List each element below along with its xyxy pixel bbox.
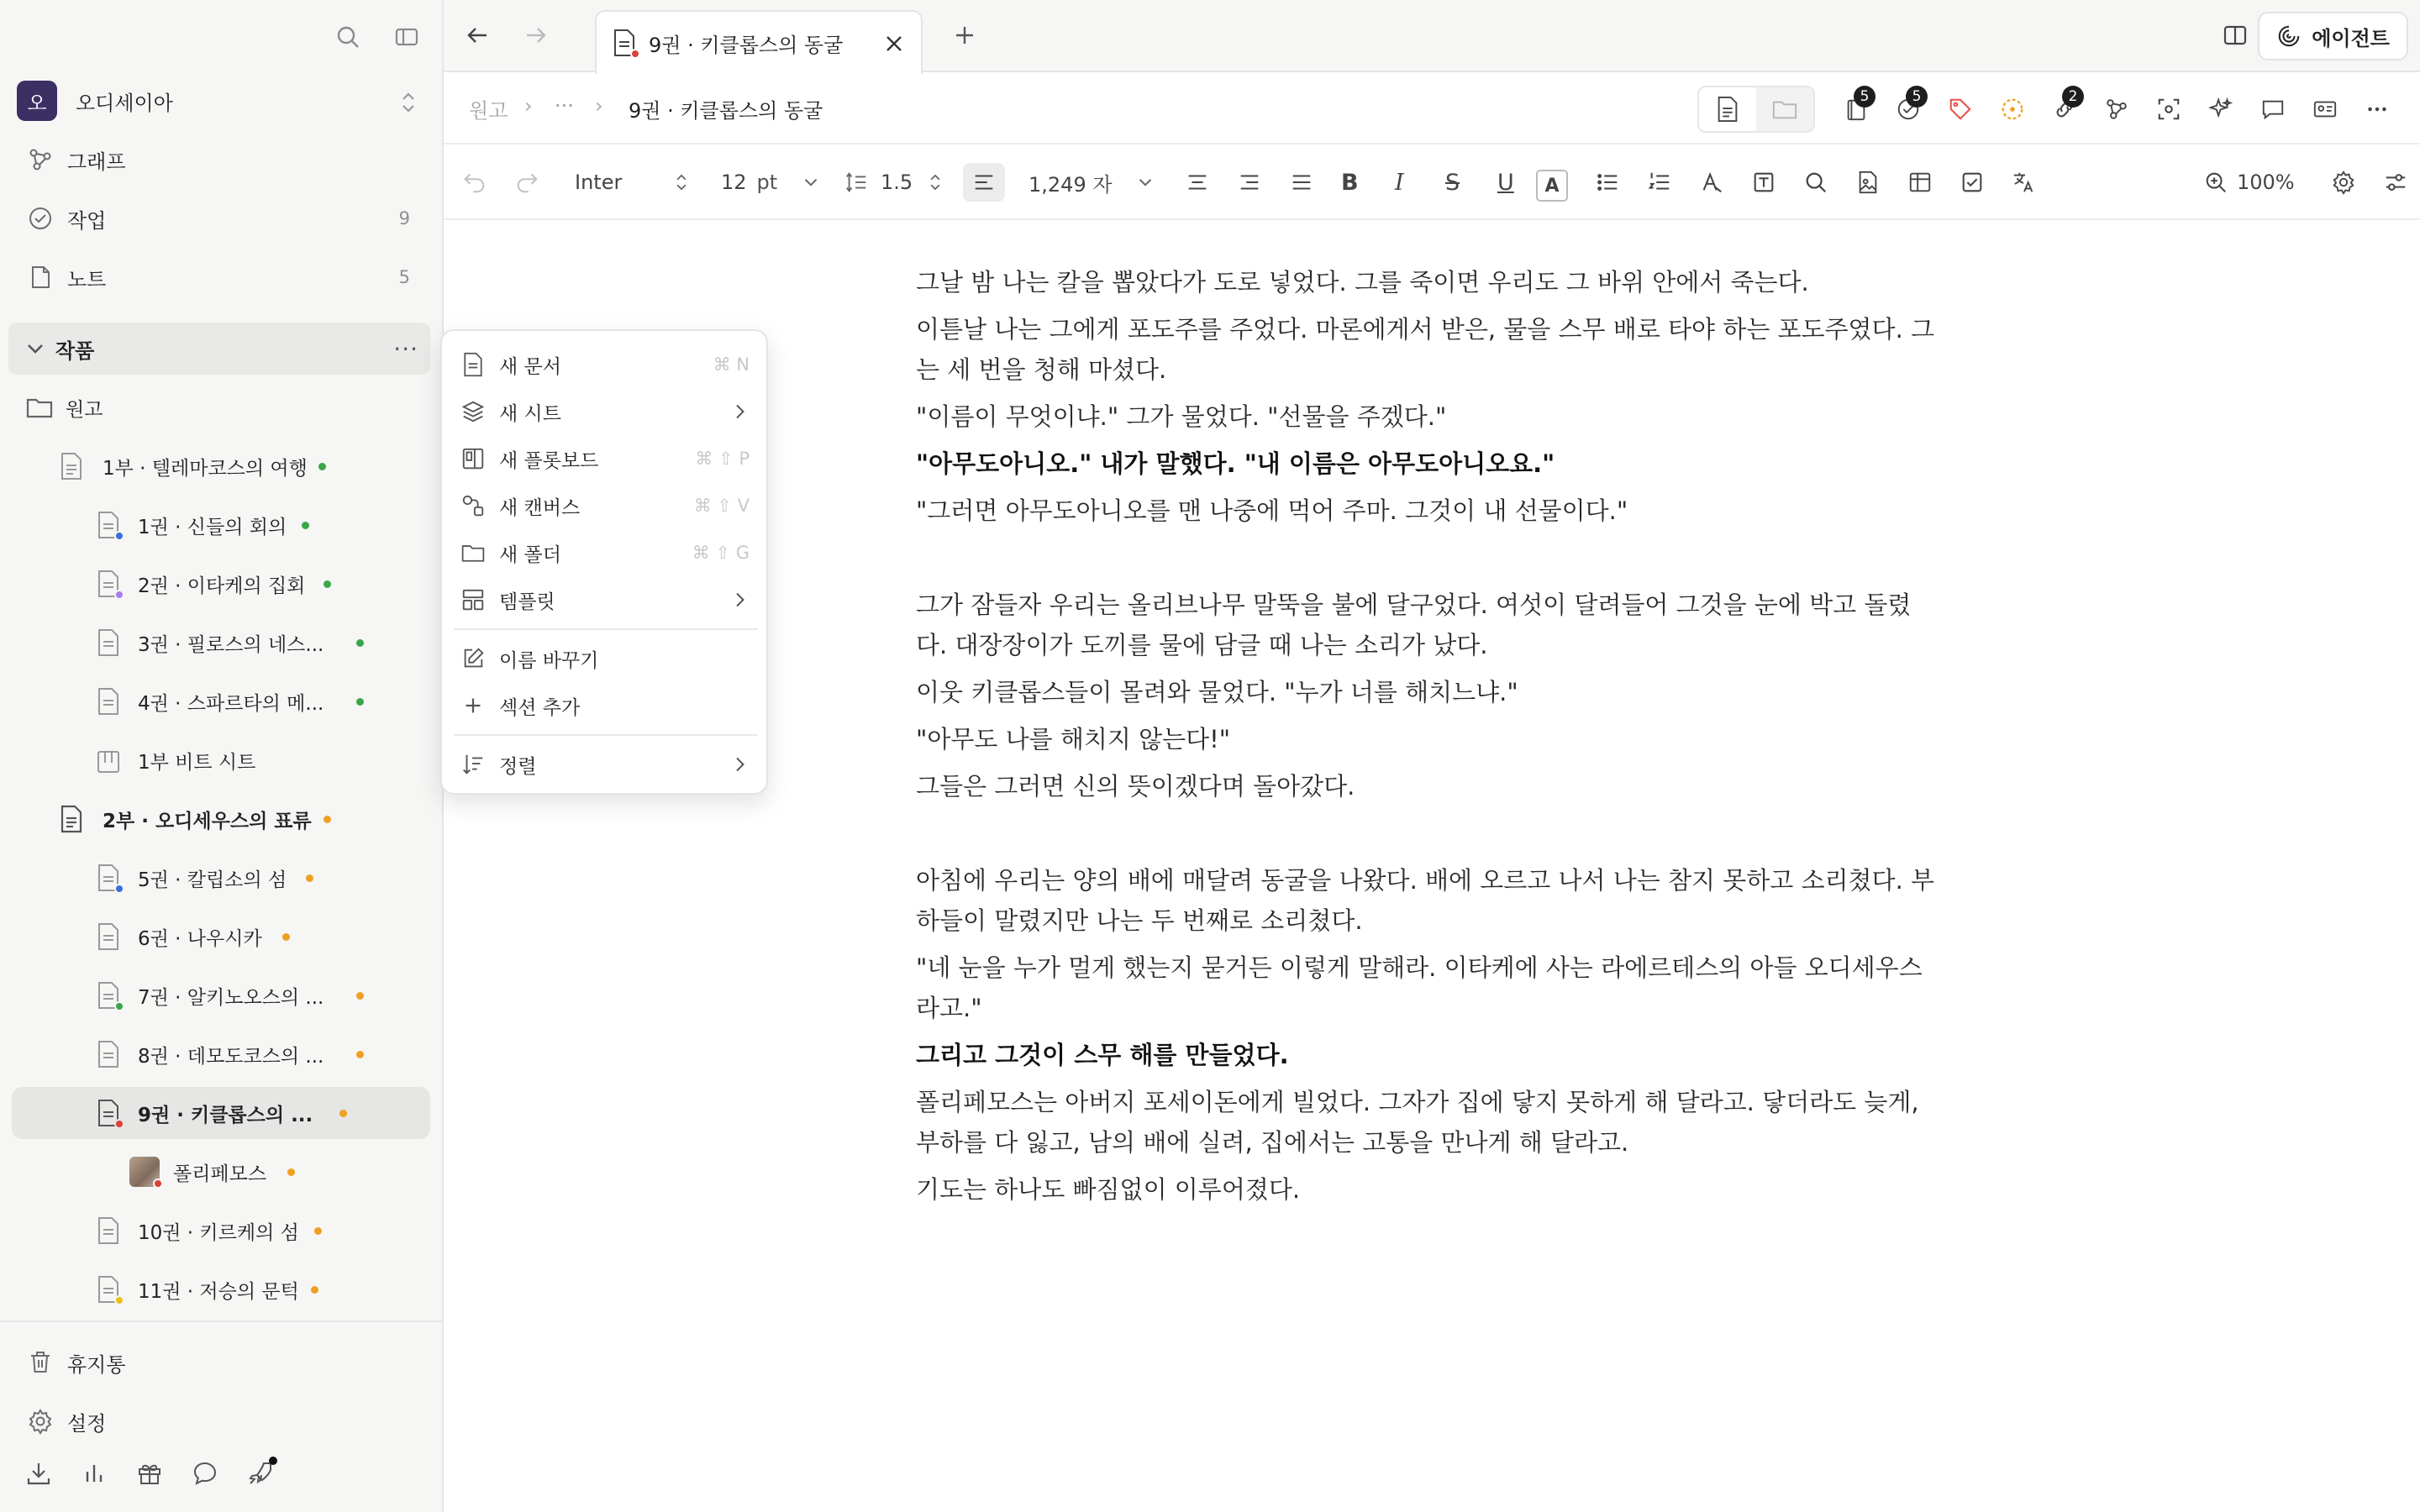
- menu-label: 새 캔버스: [499, 496, 581, 519]
- canvas-icon: [460, 493, 486, 518]
- view-toggle: [1697, 86, 1815, 133]
- line-height-icon: [844, 170, 869, 195]
- label-dot: [114, 1295, 124, 1305]
- nav-graph[interactable]: [0, 133, 444, 186]
- document-view-icon[interactable]: [1699, 87, 1756, 131]
- tree-item-chapter[interactable]: [0, 617, 430, 669]
- nav-notes[interactable]: [0, 250, 444, 304]
- paragraph[interactable]: "네 눈을 누가 멀게 했는지 묻거든 이렇게 말해라. 이타케에 사는 라에르테스의 아들 오디세우스라고.": [916, 953, 1923, 1022]
- menu-rename[interactable]: [442, 635, 770, 682]
- align-justify-icon[interactable]: [1289, 163, 1314, 202]
- edit-icon: [460, 646, 486, 671]
- notification-dot: [269, 1457, 277, 1465]
- menu-separator: [454, 628, 758, 630]
- graph-icon[interactable]: [2091, 86, 2143, 133]
- paragraph-bold[interactable]: "아무도아니오." 내가 말했다. "내 이름은 아무도아니오요.": [916, 449, 1555, 478]
- rocket-icon[interactable]: [245, 1458, 276, 1488]
- paragraph[interactable]: "아무도 나를 해치지 않는다!": [916, 725, 1231, 753]
- chevron-right-icon: ›: [524, 94, 533, 118]
- menu-sort[interactable]: [442, 741, 770, 788]
- menu-new-document[interactable]: [442, 341, 770, 388]
- tree-label: 7권 · 알키노오스의 ...: [138, 986, 324, 1009]
- workspace-name: 오디세이아: [76, 91, 173, 115]
- chevron-down-icon: [800, 170, 822, 195]
- graph-icon: [25, 144, 55, 175]
- folder-icon: [460, 540, 486, 565]
- breadcrumb-ellipsis[interactable]: ···: [555, 94, 574, 118]
- document-icon: [59, 452, 84, 480]
- clear-format-icon[interactable]: [1699, 163, 1724, 202]
- trash-icon: [25, 1347, 55, 1378]
- search-icon[interactable]: [333, 22, 363, 52]
- label-dot: [153, 1179, 163, 1189]
- sort-icon: [460, 752, 486, 777]
- tab-bar: [444, 0, 2420, 72]
- breadcrumb-current: 9권 · 키클롭스의 동굴: [629, 99, 823, 123]
- chevron-updown-icon: [393, 87, 424, 118]
- font-size-unit: pt: [756, 171, 778, 194]
- tree-item-chapter[interactable]: [0, 1028, 430, 1080]
- paragraph[interactable]: "이름이 무엇이냐." 그가 물었다. "선물을 주겠다.": [916, 402, 1447, 431]
- tree-item-sheet[interactable]: [0, 734, 430, 786]
- table-icon[interactable]: [1907, 163, 1933, 202]
- menu-shortcut: ⌘ ⇧ P: [695, 449, 750, 469]
- menu-new-folder[interactable]: [442, 529, 770, 576]
- chevron-right-icon: [729, 754, 750, 774]
- word-count: 1,249 자: [1028, 172, 1113, 197]
- back-icon[interactable]: [462, 20, 492, 50]
- paragraph[interactable]: 그들은 그러면 신의 뜻이겠다며 돌아갔다.: [916, 772, 1355, 801]
- tree-label: 5권 · 칼립소의 섬: [138, 869, 287, 891]
- paragraph[interactable]: 기도는 하나도 빠짐없이 이루어졌다.: [916, 1175, 1301, 1204]
- font-size-select[interactable]: [721, 163, 822, 202]
- chevron-right-icon: [729, 402, 750, 422]
- gear-icon: [25, 1406, 55, 1436]
- menu-label: 새 플롯보드: [499, 449, 599, 472]
- agent-label: 에이전트: [2312, 26, 2390, 50]
- menu-label: 새 폴더: [499, 543, 561, 566]
- line-height-value: 1.5: [881, 171, 913, 194]
- chevron-right-icon: [729, 590, 750, 610]
- tree-item-folder[interactable]: [0, 381, 430, 433]
- status-dot: [302, 522, 309, 529]
- zoom-control[interactable]: [2203, 163, 2295, 202]
- nav-label: 그래프: [67, 150, 126, 174]
- status-dot: [282, 933, 290, 941]
- status-circle-icon[interactable]: [1986, 86, 2039, 133]
- tree-label: 4권 · 스파르타의 메...: [138, 692, 324, 715]
- tree-item-chapter[interactable]: [0, 852, 430, 904]
- menu-shortcut: ⌘ ⇧ G: [692, 543, 750, 563]
- tree-label: 11권 · 저승의 문턱: [138, 1280, 299, 1303]
- tree-label: 10권 · 키르케의 섬: [138, 1221, 299, 1244]
- line-height-select[interactable]: [844, 163, 946, 202]
- more-icon[interactable]: ···: [393, 334, 418, 363]
- status-dot: [287, 1168, 295, 1176]
- font-name: Inter: [575, 171, 623, 194]
- tasks-badge: 5: [1906, 86, 1928, 108]
- strikethrough-button[interactable]: S: [1445, 169, 1460, 196]
- workspace-avatar: 오: [17, 81, 57, 121]
- menu-label: 정렬: [499, 755, 537, 778]
- menu-template[interactable]: [442, 576, 770, 623]
- find-icon[interactable]: [1803, 163, 1828, 202]
- agent-button[interactable]: [2258, 12, 2408, 60]
- breadcrumb-bar: [444, 74, 2420, 143]
- label-dot: [114, 590, 124, 600]
- menu-label: 새 문서: [499, 355, 561, 378]
- forward-icon[interactable]: [521, 20, 551, 50]
- tab-active[interactable]: [595, 10, 923, 74]
- menu-label: 이름 바꾸기: [499, 649, 599, 672]
- font-select[interactable]: [575, 163, 692, 202]
- bold-button[interactable]: B: [1341, 169, 1359, 196]
- label-dot: [630, 49, 640, 59]
- gift-icon[interactable]: [134, 1458, 165, 1488]
- label-dot: [114, 1001, 124, 1011]
- links-badge: 2: [2062, 86, 2084, 108]
- focus-icon[interactable]: [2143, 86, 2195, 133]
- tree-item-chapter[interactable]: [0, 911, 430, 963]
- undo-icon[interactable]: [462, 163, 487, 202]
- menu-shortcut: ⌘ ⇧ V: [693, 496, 750, 516]
- tree-item-chapter[interactable]: [0, 675, 430, 727]
- sheet-icon: [96, 748, 121, 776]
- label-dot: [114, 1119, 124, 1129]
- menu-new-canvas[interactable]: [442, 482, 770, 529]
- section-label: 작품: [55, 339, 95, 363]
- zoom-in-icon: [2203, 170, 2228, 195]
- document-icon: [96, 628, 121, 657]
- paragraph[interactable]: 그날 밤 나는 칼을 뽑았다가 도로 넣었다. 그를 죽이면 우리도 그 바위 안에서 죽는다.: [916, 268, 1809, 297]
- paragraph[interactable]: 이튿날 나는 그에게 포도주를 주었다. 마론에게서 받은, 물을 스무 배로 타야 하는 포도주였다. 그는 세 번을 청해 마셨다.: [916, 315, 1935, 384]
- tree-label: 1부 · 텔레마코스의 여행: [103, 457, 308, 480]
- status-dot: [356, 992, 364, 1000]
- chevron-right-icon: ›: [595, 94, 603, 118]
- status-dot: [356, 639, 364, 647]
- document-icon: [96, 1040, 121, 1068]
- divider: [0, 1320, 444, 1322]
- new-tab-icon[interactable]: [950, 20, 980, 50]
- sliders-icon[interactable]: [2383, 163, 2408, 202]
- download-icon[interactable]: [24, 1458, 54, 1488]
- status-dot: [356, 1051, 364, 1058]
- word-count-select[interactable]: [1028, 163, 1156, 202]
- underline-button[interactable]: U: [1497, 169, 1514, 196]
- tree-label: 1권 · 신들의 회의: [138, 516, 287, 538]
- tree-item-chapter[interactable]: [0, 1263, 430, 1315]
- tree-item-chapter[interactable]: [0, 1205, 430, 1257]
- chevron-down-icon: [1134, 170, 1156, 195]
- folder-view-icon[interactable]: [1756, 87, 1813, 131]
- status-dot: [306, 874, 313, 882]
- plotboard-icon: [460, 446, 486, 471]
- tag-icon[interactable]: [1934, 86, 1986, 133]
- status-dot: [324, 580, 331, 588]
- label-dot: [114, 531, 124, 541]
- links-button[interactable]: [2039, 86, 2091, 133]
- card-icon[interactable]: [2299, 86, 2351, 133]
- agent-icon: [2276, 24, 2302, 49]
- nav-count: 9: [398, 208, 410, 228]
- tree-item-chapter[interactable]: [0, 558, 430, 610]
- document-icon: [612, 29, 637, 57]
- tree-item-part[interactable]: [0, 793, 430, 845]
- paragraph[interactable]: 아침에 우리는 양의 배에 매달려 동굴을 나왔다. 배에 오르고 나서 나는 참지 못하고 소리쳤다. 부하들이 말렸지만 나는 두 번째로 소리쳤다.: [916, 866, 1935, 935]
- docs-button[interactable]: [1830, 86, 1882, 133]
- tree-label: 8권 · 데모도코스의 ...: [138, 1045, 324, 1068]
- tree-label: 폴리페모스: [173, 1163, 267, 1185]
- document-icon: [96, 922, 121, 951]
- status-dot: [311, 1286, 318, 1294]
- numbered-list-icon[interactable]: [1647, 163, 1672, 202]
- tree-label: 3권 · 필로스의 네스...: [138, 633, 324, 656]
- paragraph[interactable]: 폴리페모스는 아버지 포세이돈에게 빌었다. 그자가 집에 닿지 못하게 해 달라고. 닿더라도 늦게, 부하를 다 잃고, 남의 배에 실려, 집에서는 고통을 만나게 해 달라고.: [916, 1088, 1919, 1157]
- chevron-down-icon[interactable]: [20, 333, 50, 364]
- paragraph[interactable]: 이웃 키클롭스들이 몰려와 물었다. "누가 너를 해치느냐.": [916, 678, 1518, 706]
- status-dot: [314, 1227, 322, 1235]
- template-icon: [460, 587, 486, 612]
- align-left-icon[interactable]: [963, 163, 1005, 202]
- label-dot: [114, 884, 124, 894]
- nav-label: 설정: [67, 1411, 107, 1436]
- status-dot: [356, 698, 364, 706]
- split-view-icon[interactable]: [2220, 20, 2250, 50]
- nav-settings[interactable]: [0, 1394, 444, 1448]
- redo-icon[interactable]: [514, 163, 539, 202]
- image-thumbnail: [129, 1157, 160, 1187]
- document-icon: [460, 352, 486, 377]
- document-icon: [96, 687, 121, 716]
- tree-label: 원고: [66, 398, 103, 421]
- paragraph[interactable]: "그러면 아무도아니오를 맨 나중에 먹어 주마. 그것이 내 선물이다.": [916, 496, 1628, 525]
- menu-label: 섹션 추가: [499, 696, 581, 719]
- comment-icon[interactable]: [2247, 86, 2299, 133]
- workspace-switcher[interactable]: [17, 81, 429, 121]
- gear-icon[interactable]: [2331, 163, 2356, 202]
- menu-new-plotboard[interactable]: [442, 435, 770, 482]
- context-menu: [440, 329, 768, 795]
- tasks-button[interactable]: [1882, 86, 1934, 133]
- italic-button[interactable]: I: [1395, 169, 1404, 196]
- tree-label: 6권 · 나우시카: [138, 927, 262, 950]
- status-dot: [318, 463, 326, 470]
- font-size: 12: [721, 171, 747, 194]
- menu-new-sheet[interactable]: [442, 388, 770, 435]
- layers-icon: [460, 399, 486, 424]
- paragraph-bold[interactable]: 그리고 그것이 스무 해를 만들었다.: [916, 1041, 1289, 1069]
- menu-shortcut: ⌘ N: [713, 354, 750, 375]
- sparkle-icon[interactable]: [2195, 86, 2247, 133]
- bullet-list-icon[interactable]: [1595, 163, 1620, 202]
- translate-icon[interactable]: [2012, 163, 2037, 202]
- tree-label: 1부 비트 시트: [138, 751, 256, 774]
- menu-separator: [454, 734, 758, 736]
- sidebar: [0, 0, 444, 1512]
- tree-label: 2권 · 이타케의 집회: [138, 575, 306, 597]
- check-circle-icon: [25, 203, 55, 234]
- plus-icon: [460, 693, 486, 718]
- docs-badge: 5: [1854, 86, 1876, 108]
- nav-label: 작업: [67, 208, 107, 233]
- nav-label: 노트: [67, 267, 107, 291]
- align-center-icon[interactable]: [1185, 163, 1210, 202]
- zoom-value: 100%: [2237, 171, 2295, 194]
- chevron-updown-icon: [671, 170, 692, 195]
- tree-item-image[interactable]: [0, 1146, 430, 1198]
- nav-count: 5: [398, 267, 410, 287]
- nav-label: 휴지통: [67, 1352, 126, 1377]
- nav-tasks[interactable]: [0, 192, 444, 245]
- breadcrumb-root[interactable]: 원고: [469, 99, 508, 123]
- tree-item-chapter[interactable]: [0, 499, 430, 551]
- tree-label: 2부 · 오디세우스의 표류: [103, 810, 312, 832]
- format-toolbar: [444, 143, 2420, 220]
- nav-trash[interactable]: [0, 1336, 444, 1389]
- checkbox-icon[interactable]: [1960, 163, 1985, 202]
- tree-item-part[interactable]: [0, 440, 430, 492]
- document-icon: [96, 1216, 121, 1245]
- status-dot: [339, 1110, 347, 1117]
- text-color-glyph: A: [1536, 170, 1568, 202]
- menu-label: 템플릿: [499, 591, 555, 613]
- sidebar-toggle-icon[interactable]: [392, 22, 422, 52]
- align-right-icon[interactable]: [1237, 163, 1262, 202]
- tree-item-chapter[interactable]: [0, 969, 430, 1021]
- document-icon: [59, 805, 84, 833]
- paragraph[interactable]: 그가 잠들자 우리는 올리브나무 말뚝을 불에 달구었다. 여섯이 달려들어 그것을 눈에 박고 돌렸다. 대장장이가 도끼를 물에 담글 때 나는 소리가 났다.: [916, 591, 1912, 659]
- note-icon: [25, 262, 55, 292]
- section-works[interactable]: [8, 323, 430, 375]
- status-dot: [324, 816, 331, 823]
- insert-image-icon[interactable]: [1855, 163, 1881, 202]
- tab-title: 9권 · 키클롭스의 동굴: [649, 33, 844, 57]
- text-box-icon[interactable]: [1751, 163, 1776, 202]
- chat-icon[interactable]: [190, 1458, 220, 1488]
- chevron-updown-icon: [924, 170, 946, 195]
- close-icon[interactable]: [879, 29, 909, 59]
- tree-item-chapter-active[interactable]: [12, 1087, 430, 1139]
- tree-label: 9권 · 키클롭스의 ...: [138, 1104, 313, 1126]
- more-icon[interactable]: [2351, 86, 2403, 133]
- folder-icon: [25, 393, 54, 422]
- menu-add-section[interactable]: [442, 682, 770, 729]
- menu-label: 새 시트: [499, 402, 561, 425]
- text-color-button[interactable]: [1536, 166, 1568, 205]
- stats-icon[interactable]: [79, 1458, 109, 1488]
